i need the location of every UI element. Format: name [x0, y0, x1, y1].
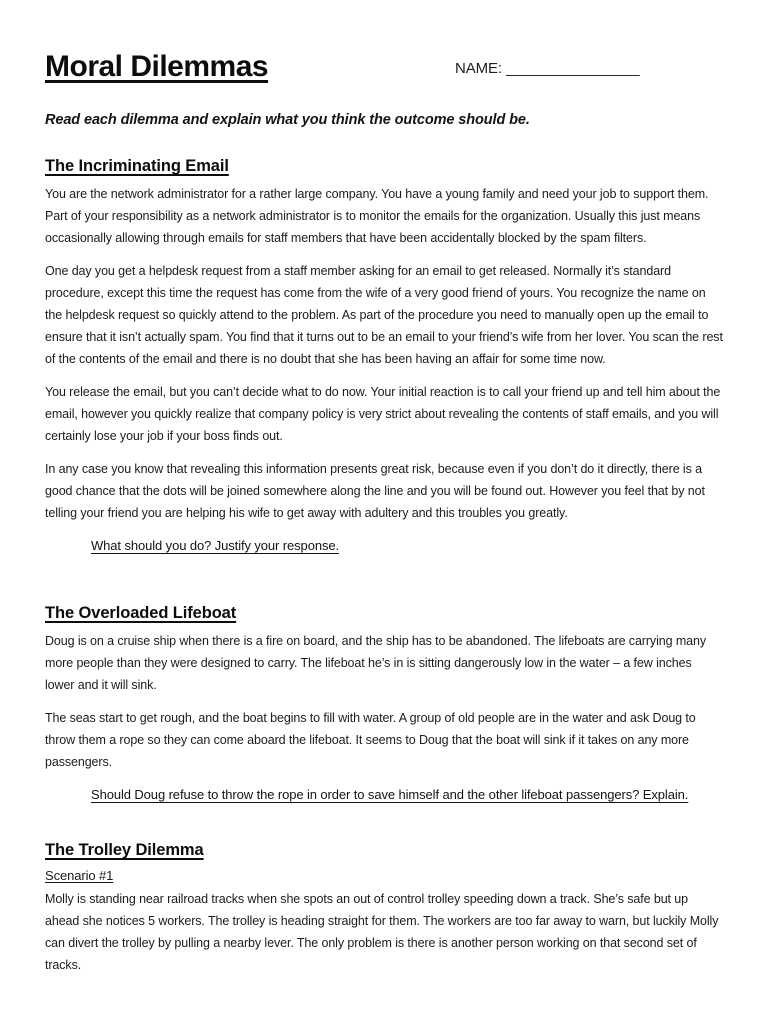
- paragraph: Molly is standing near railroad tracks when she spots an out of control trolley speeding down a track. She’s safe but up ahead she notices 5 workers. The trolley is heading straight for them. The workers are too far away to warn, but luckily Molly can divert the trolley by pulling a nearby lever. The only problem is there is another person working on that second set of tracks.: [45, 892, 719, 972]
- paragraph: One day you get a helpdesk request from a staff member asking for an email to get released. Normally it’s standard procedure, except this time the request has come from the wife of a very good friend of yours. You recognize the name on the helpdesk request so quickly attend to the problem. As part of the procedure you need to manually open up the email to ensure that it isn’t actually spam. You find that it turns out to be an email to your friend’s wife from her lover. You scan the rest of the contents of the email and there is no doubt that she has been having an affair for some time now.: [45, 264, 723, 366]
- question-text: What should you do? Justify your response.: [91, 538, 339, 553]
- paragraph: In any case you know that revealing this information presents great risk, because even if you don’t do it directly, there is a good chance that the dots will be joined somewhere along the line and you will be found out. However you feel that by not telling your friend you are helping his wife to get away with adultery and this troubles you greatly.: [45, 462, 705, 520]
- section-overloaded-lifeboat: [45, 603, 723, 806]
- section-heading: The Trolley Dilemma: [45, 841, 204, 859]
- scenario-label: Scenario #1: [45, 868, 114, 883]
- document-header: [45, 50, 723, 90]
- paragraph: Doug is on a cruise ship when there is a fire on board, and the ship has to be abandoned. The lifeboats are carrying many more people than they were designed to carry. The lifeboat he’s in is sitting dangerously low in the water – a few inches lower and it will sink.: [45, 634, 707, 692]
- instruction-text: Read each dilemma and explain what you think the outcome should be.: [45, 112, 530, 128]
- question-text: Should Doug refuse to throw the rope in order to save himself and the other lifeboat passengers? Explain.: [91, 787, 689, 802]
- name-label: NAME:: [455, 60, 503, 77]
- question-prompt: [91, 784, 723, 806]
- name-blank-line: ________________: [506, 60, 640, 77]
- section-incriminating-email: [45, 156, 723, 557]
- paragraph: You are the network administrator for a rather large company. You have a young family and need your job to support them. Part of your responsibility as a network administrator is to monitor the emails for the organization. Usually this just means occasionally allowing through emails for staff members that have been accidentally blocked by the spam filters.: [45, 187, 709, 245]
- paragraph: The seas start to get rough, and the boat begins to fill with water. A group of old people are in the water and ask Doug to throw them a rope so they can come aboard the lifeboat. It seems to Doug that the boat will sink if it takes on any more passengers.: [45, 711, 696, 769]
- page-title: Moral Dilemmas: [45, 50, 269, 83]
- section-heading: The Overloaded Lifeboat: [45, 604, 237, 622]
- paragraph: You release the email, but you can’t decide what to do now. Your initial reaction is to call your friend up and tell him about the email, however you quickly realize that company policy is very strict about revealing the contents of staff emails, and you will certainly lose your job if your boss finds out.: [45, 385, 721, 443]
- name-field: [455, 60, 640, 77]
- section-heading: The Incriminating Email: [45, 157, 229, 175]
- question-prompt: [91, 535, 723, 557]
- section-trolley-dilemma: [45, 840, 723, 976]
